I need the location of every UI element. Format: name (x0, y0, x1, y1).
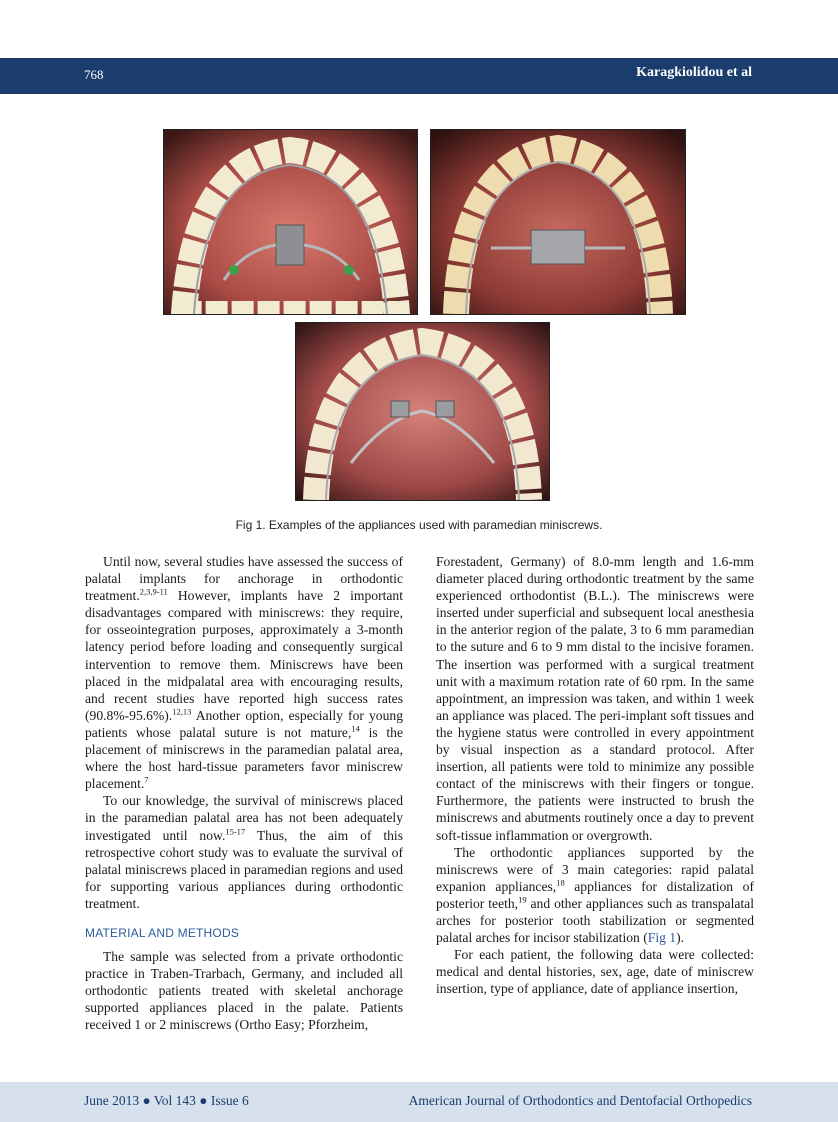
paragraph: The orthodontic appliances supported by the miniscrews were of 3 main categories: rapid palatal expanion appliances,$^{18}$ appliances for distalization of posterior teeth,$^{19}$ and other appliances such as transpalatal arches for posterior tooth stabilization or segmented palatal arches for incisor stabilization (Fig 1). (436, 844, 754, 946)
left-column (85, 553, 403, 1034)
running-authors: Karagkiolidou et al (636, 65, 752, 80)
paragraph: Forestadent, Germany) of 8.0-mm length and 1.6-mm diameter placed during orthodontic treatment by the same experienced orthodontist (B.L.). The miniscrews were inserted under superficial and subsequent local anesthesia in the anterior region of the palate, 3 to 6 mm paramedian to the suture and 6 to 9 mm distal to the incisive foramen. The insertion was performed with a surgical treatment unit with a maximum rotation rate of 60 rpm. In the same appointment, an impression was taken, and within 1 week an appliance was placed. The peri-implant soft tissues and the hygiene status were controlled in every appointment by visual inspection as a standard protocol. After insertion, all patients were told to minimize any possible contact of the miniscrews with their fingers or tongue. Furthermore, the patients were instructed to brush the miniscrews and abutments routinely once a day to prevent soft-tissue inflammation or overgrowth. (436, 554, 754, 843)
paragraph: The sample was selected from a private orthodontic practice in Traben-Trarbach, Germany, and included all orthodontic patients treated with skeletal anchorage supported appliances placed in the palate. Patients received 1 or 2 miniscrews (Ortho Easy; Pforzheim, (85, 949, 403, 1033)
running-footer (0, 1082, 838, 1122)
page-number: 768 (84, 67, 104, 82)
section-heading: MATERIAL AND METHODS (85, 925, 240, 940)
running-header (0, 58, 838, 94)
figure-photo-3 (295, 322, 550, 501)
figure-caption: Fig 1. Examples of the appliances used with paramedian miniscrews. (235, 518, 603, 532)
figure-link[interactable]: Fig 1 (647, 930, 677, 946)
issue-info: June 2013 ● Vol 143 ● Issue 6 (84, 1093, 249, 1108)
right-column (436, 553, 754, 997)
paragraph: For each patient, the following data were collected: medical and dental histories, sex, age, date of miniscrew insertion, type of appliance, date of appliance insertion, (436, 947, 754, 997)
paragraph: To our knowledge, the survival of miniscrews placed in the paramedian palatal area has not been adequately investigated until now.$^{15-17}$ Thus, the aim of this retrospective cohort study was to evaluate the survival of palatal miniscrews placed in paramedian regions and used for supporting various appliances during orthodontic treatment. (85, 793, 403, 911)
figure-photo-2 (430, 129, 686, 315)
figure-photo-1 (163, 129, 418, 315)
paragraph: Until now, several studies have assessed the success of palatal implants for anchorage in orthodontic treatment.$^{2,3,9-11}$ However, implants have 2 important disadvantages compared with miniscrews: they require, for osseointegration purposes, approximately a 3-month latency period before loading and consequently surgical intervention to remove them. Miniscrews have been placed in the midpalatal area with encouraging results, and recent studies have reported high success rates (90.8%-95.6%).$^{12,13}$ Another option, especially for young patients whose palatal suture is not mature,$^{14}$ is the placement of miniscrews in the paramedian palatal area, where the host hard-tissue parameters favor miniscrew placement.$^7$ (85, 554, 403, 792)
journal-name: American Journal of Orthodontics and Dentofacial Orthopedics (408, 1093, 752, 1108)
